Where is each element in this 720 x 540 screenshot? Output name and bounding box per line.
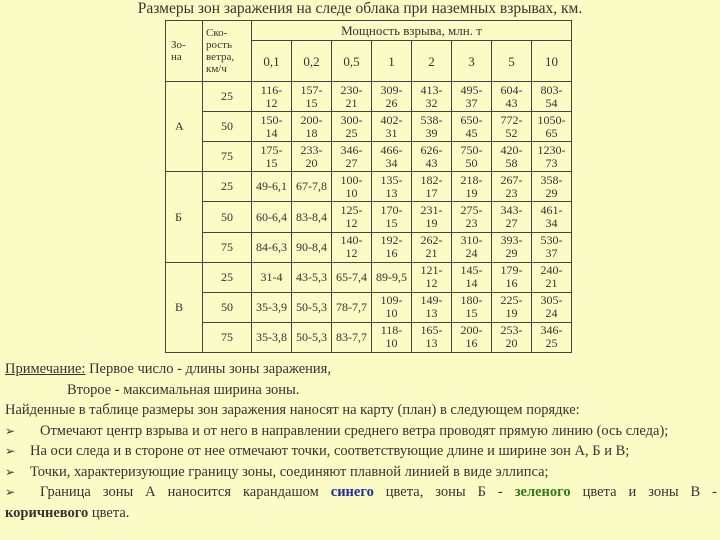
zone-size-cell: 109- 10	[372, 292, 412, 322]
wind-speed-cell: 25	[203, 82, 252, 112]
bullet4-continuation	[5, 503, 717, 524]
page-title: Размеры зон заражения на следе облака при наземных взрывах, км.	[137, 0, 583, 17]
zone-size-cell: 135- 13	[372, 172, 412, 202]
bullet4-part-d: цвета.	[88, 504, 130, 521]
bullet-text-2: На оси следа и в стороне от нее отмечают точки, соответствующие длине и ширине зон А, Б и В;	[30, 443, 630, 459]
zone-size-cell: 461- 34	[532, 202, 572, 232]
zone-size-cell: 230- 21	[332, 82, 372, 112]
bullet-arrow-icon: ➢	[5, 485, 16, 499]
zone-size-cell: 309- 26	[372, 82, 412, 112]
color-word-blue: синего	[330, 484, 374, 500]
power-value: 10	[532, 41, 572, 82]
zone-size-cell: 100- 10	[332, 172, 372, 202]
bullet-arrow-icon: ➢	[5, 444, 16, 458]
bullet4-part-b: цвета, зоны Б -	[373, 484, 515, 500]
zone-size-cell: 83-8,4	[292, 202, 332, 232]
power-value: 1	[372, 41, 412, 82]
table-row	[166, 232, 572, 262]
zone-size-cell: 253- 20	[492, 322, 532, 352]
zone-size-cell: 50-5,3	[292, 322, 332, 352]
wind-speed-cell: 50	[203, 202, 252, 232]
table-row	[166, 112, 572, 142]
bullet-text-4	[30, 482, 717, 503]
zone-size-cell: 67-7,8	[292, 172, 332, 202]
zone-size-cell: 803- 54	[532, 82, 572, 112]
zone-size-cell: 346- 25	[532, 322, 572, 352]
table-row	[166, 292, 572, 322]
power-value: 5	[492, 41, 532, 82]
wind-speed-cell: 75	[203, 232, 252, 262]
wind-speed-cell: 50	[203, 292, 252, 322]
zone-size-cell: 240- 21	[532, 262, 572, 292]
zone-size-cell: 125- 12	[332, 202, 372, 232]
zone-size-cell: 182- 17	[412, 172, 452, 202]
zone-size-cell: 157- 15	[292, 82, 332, 112]
bullet4-part-a: Граница зоны А наносится карандашом	[40, 484, 331, 500]
zone-size-cell: 225- 19	[492, 292, 532, 322]
zone-size-cell: 180- 15	[452, 292, 492, 322]
zone-size-cell: 604- 43	[492, 82, 532, 112]
power-value: 0,5	[332, 41, 372, 82]
intro-line: Найденные в таблице размеры зон заражения наносят на карту (план) в следующем порядке:	[5, 402, 580, 418]
table-row	[166, 262, 572, 292]
zone-size-cell: 530- 37	[532, 232, 572, 262]
power-value: 2	[412, 41, 452, 82]
note-label: Примечание:	[5, 361, 86, 377]
zone-size-cell: 31-4	[252, 262, 292, 292]
wind-speed-cell: 25	[203, 262, 252, 292]
zone-size-cell: 179- 16	[492, 262, 532, 292]
power-column-header: Мощность взрыва, млн. т	[252, 21, 572, 41]
table-row	[166, 172, 572, 202]
zone-size-cell: 1230- 73	[532, 142, 572, 172]
zone-column-header: Зо- на	[166, 21, 203, 82]
zone-label: Б	[166, 172, 203, 262]
zone-size-cell: 358- 29	[532, 172, 572, 202]
zone-size-cell: 150- 14	[252, 112, 292, 142]
zone-size-cell: 149- 13	[412, 292, 452, 322]
zone-label: В	[166, 262, 203, 352]
notes-section	[5, 359, 717, 523]
zone-size-cell: 200- 16	[452, 322, 492, 352]
table-row	[166, 142, 572, 172]
zone-size-cell: 90-8,4	[292, 232, 332, 262]
power-value: 0,2	[292, 41, 332, 82]
zone-size-cell: 43-5,3	[292, 262, 332, 292]
contamination-zone-table	[165, 20, 572, 353]
wind-speed-cell: 25	[203, 172, 252, 202]
table-header-row	[166, 21, 572, 41]
power-value: 0,1	[252, 41, 292, 82]
zone-size-cell: 83-7,7	[332, 322, 372, 352]
zone-size-cell: 346- 27	[332, 142, 372, 172]
zone-size-cell: 65-7,4	[332, 262, 372, 292]
zone-size-cell: 60-6,4	[252, 202, 292, 232]
bullet4-part-c: цвета и зоны В -	[570, 484, 718, 500]
zone-size-cell: 310- 24	[452, 232, 492, 262]
zone-size-cell: 267- 23	[492, 172, 532, 202]
bullet-arrow-icon: ➢	[5, 464, 16, 479]
bullet-text-1: Отмечают центр взрыва и от него в направлении среднего ветра проводят прямую линию (ось следа);	[40, 422, 669, 439]
zone-size-cell: 233- 20	[292, 142, 332, 172]
zone-size-cell: 626- 43	[412, 142, 452, 172]
zone-size-cell: 35-3,8	[252, 322, 292, 352]
table-row	[166, 202, 572, 232]
note-first: Первое число - длины зоны заражения,	[85, 361, 331, 377]
zone-size-cell: 140- 12	[332, 232, 372, 262]
zone-size-cell: 420- 58	[492, 142, 532, 172]
table-row	[166, 82, 572, 112]
zone-size-cell: 402- 31	[372, 112, 412, 142]
zone-size-cell: 750- 50	[452, 142, 492, 172]
note-line-1	[5, 359, 717, 380]
zone-size-cell: 231- 19	[412, 202, 452, 232]
zone-size-cell: 200- 18	[292, 112, 332, 142]
zone-size-cell: 170- 15	[372, 202, 412, 232]
zone-size-cell: 84-6,3	[252, 232, 292, 262]
wind-speed-column-header: Ско- рость ветра, км/ч	[203, 21, 252, 82]
wind-speed-cell: 75	[203, 142, 252, 172]
table-row	[166, 322, 572, 352]
zone-size-cell: 116- 12	[252, 82, 292, 112]
zone-label: А	[166, 82, 203, 172]
zone-size-cell: 495- 37	[452, 82, 492, 112]
wind-speed-cell: 50	[203, 112, 252, 142]
zone-size-cell: 218- 19	[452, 172, 492, 202]
zone-size-cell: 772- 52	[492, 112, 532, 142]
zone-size-cell: 35-3,9	[252, 292, 292, 322]
zone-size-cell: 393- 29	[492, 232, 532, 262]
power-value: 3	[452, 41, 492, 82]
zone-size-cell: 343- 27	[492, 202, 532, 232]
bullet-item-3	[5, 462, 717, 483]
zone-size-cell: 1050- 65	[532, 112, 572, 142]
zone-size-cell: 165- 13	[412, 322, 452, 352]
zone-size-cell: 89-9,5	[372, 262, 412, 292]
zone-size-cell: 192- 16	[372, 232, 412, 262]
bullet-item-1	[5, 421, 717, 442]
bullet-text-3: Точки, характеризующие границу зоны, соединяют плавной линией в виде эллипса;	[30, 463, 549, 480]
zone-size-cell: 118- 10	[372, 322, 412, 352]
zone-size-cell: 466- 34	[372, 142, 412, 172]
zone-size-cell: 413- 32	[412, 82, 452, 112]
zone-size-cell: 121- 12	[412, 262, 452, 292]
zone-size-cell: 275- 23	[452, 202, 492, 232]
zone-size-cell: 650- 45	[452, 112, 492, 142]
color-word-green: зеленого	[514, 484, 571, 500]
zone-size-cell: 50-5,3	[292, 292, 332, 322]
zone-size-cell: 538- 39	[412, 112, 452, 142]
bullet-item-4	[5, 482, 717, 503]
zone-size-cell: 145- 14	[452, 262, 492, 292]
zone-size-cell: 49-6,1	[252, 172, 292, 202]
zone-size-cell: 175- 15	[252, 142, 292, 172]
color-word-brown: коричневого	[5, 504, 89, 521]
zone-size-cell: 262- 21	[412, 232, 452, 262]
zone-size-cell: 305- 24	[532, 292, 572, 322]
bullet-item-2	[5, 441, 717, 462]
bullet-arrow-icon: ➢	[5, 423, 16, 438]
note-line-2: Второе - максимальная ширина зоны.	[67, 381, 300, 398]
wind-speed-cell: 75	[203, 322, 252, 352]
zone-size-cell: 300- 25	[332, 112, 372, 142]
zone-size-cell: 78-7,7	[332, 292, 372, 322]
